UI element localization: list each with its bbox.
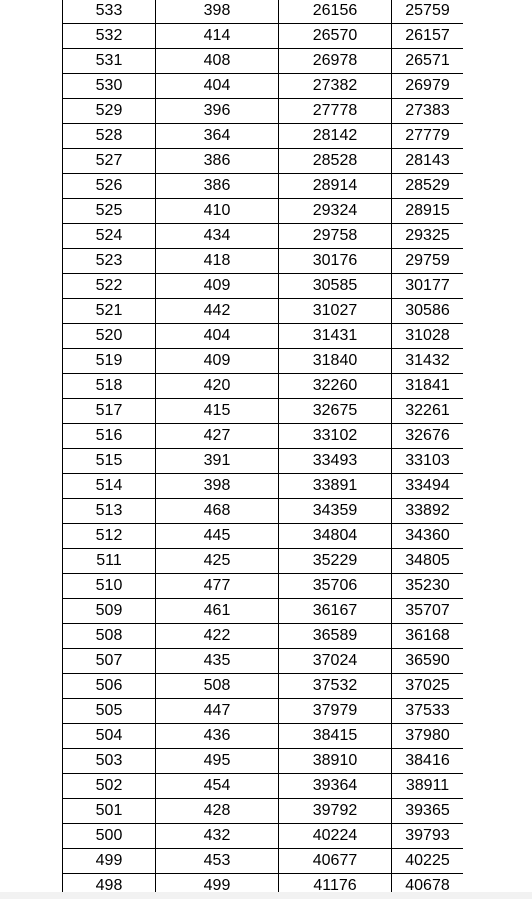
cumulative-cell: 34804 bbox=[279, 524, 392, 549]
rank-start-cell: 28529 bbox=[392, 174, 464, 199]
cumulative-cell: 32675 bbox=[279, 399, 392, 424]
table-row bbox=[63, 524, 464, 549]
rank-start-cell: 36590 bbox=[392, 649, 464, 674]
score-cell: 502 bbox=[63, 774, 156, 799]
cumulative-cell: 35706 bbox=[279, 574, 392, 599]
cumulative-cell: 32260 bbox=[279, 374, 392, 399]
table-row bbox=[63, 449, 464, 474]
cumulative-cell: 31027 bbox=[279, 299, 392, 324]
cumulative-cell: 33891 bbox=[279, 474, 392, 499]
score-cell: 504 bbox=[63, 724, 156, 749]
score-cell: 512 bbox=[63, 524, 156, 549]
cumulative-cell: 33493 bbox=[279, 449, 392, 474]
table-row bbox=[63, 199, 464, 224]
score-table bbox=[62, 0, 463, 892]
count-cell: 422 bbox=[156, 624, 279, 649]
score-cell: 529 bbox=[63, 99, 156, 124]
score-cell: 507 bbox=[63, 649, 156, 674]
cumulative-cell: 26570 bbox=[279, 24, 392, 49]
rank-start-cell: 36168 bbox=[392, 624, 464, 649]
cumulative-cell: 39364 bbox=[279, 774, 392, 799]
rank-start-cell: 35707 bbox=[392, 599, 464, 624]
score-cell: 516 bbox=[63, 424, 156, 449]
count-cell: 454 bbox=[156, 774, 279, 799]
table-row bbox=[63, 474, 464, 499]
score-cell: 498 bbox=[63, 874, 156, 893]
table-row bbox=[63, 424, 464, 449]
table-row bbox=[63, 499, 464, 524]
count-cell: 508 bbox=[156, 674, 279, 699]
score-cell: 509 bbox=[63, 599, 156, 624]
table-row bbox=[63, 749, 464, 774]
count-cell: 425 bbox=[156, 549, 279, 574]
rank-start-cell: 32261 bbox=[392, 399, 464, 424]
table-row bbox=[63, 599, 464, 624]
table-row bbox=[63, 99, 464, 124]
count-cell: 477 bbox=[156, 574, 279, 599]
table-row bbox=[63, 249, 464, 274]
rank-start-cell: 35230 bbox=[392, 574, 464, 599]
cumulative-cell: 37532 bbox=[279, 674, 392, 699]
score-cell: 523 bbox=[63, 249, 156, 274]
score-cell: 515 bbox=[63, 449, 156, 474]
bottom-strip bbox=[0, 892, 532, 899]
score-cell: 518 bbox=[63, 374, 156, 399]
table-row bbox=[63, 574, 464, 599]
rank-start-cell: 28143 bbox=[392, 149, 464, 174]
rank-start-cell: 38416 bbox=[392, 749, 464, 774]
cumulative-cell: 29758 bbox=[279, 224, 392, 249]
rank-start-cell: 40678 bbox=[392, 874, 464, 893]
table-row bbox=[63, 399, 464, 424]
score-cell: 524 bbox=[63, 224, 156, 249]
count-cell: 386 bbox=[156, 174, 279, 199]
score-cell: 499 bbox=[63, 849, 156, 874]
score-cell: 514 bbox=[63, 474, 156, 499]
rank-start-cell: 40225 bbox=[392, 849, 464, 874]
table-row bbox=[63, 174, 464, 199]
rank-start-cell: 32676 bbox=[392, 424, 464, 449]
table-row bbox=[63, 724, 464, 749]
count-cell: 386 bbox=[156, 149, 279, 174]
cumulative-cell: 35229 bbox=[279, 549, 392, 574]
score-cell: 503 bbox=[63, 749, 156, 774]
count-cell: 409 bbox=[156, 349, 279, 374]
rank-start-cell: 38911 bbox=[392, 774, 464, 799]
cumulative-cell: 28528 bbox=[279, 149, 392, 174]
count-cell: 410 bbox=[156, 199, 279, 224]
rank-start-cell: 27779 bbox=[392, 124, 464, 149]
score-cell: 531 bbox=[63, 49, 156, 74]
score-cell: 513 bbox=[63, 499, 156, 524]
score-cell: 501 bbox=[63, 799, 156, 824]
cumulative-cell: 40224 bbox=[279, 824, 392, 849]
rank-start-cell: 33494 bbox=[392, 474, 464, 499]
table-row bbox=[63, 224, 464, 249]
score-cell: 527 bbox=[63, 149, 156, 174]
rank-start-cell: 25759 bbox=[392, 0, 464, 24]
cumulative-cell: 29324 bbox=[279, 199, 392, 224]
count-cell: 447 bbox=[156, 699, 279, 724]
score-cell: 532 bbox=[63, 24, 156, 49]
rank-start-cell: 26979 bbox=[392, 74, 464, 99]
cumulative-cell: 41176 bbox=[279, 874, 392, 893]
cumulative-cell: 26156 bbox=[279, 0, 392, 24]
rank-start-cell: 30177 bbox=[392, 274, 464, 299]
count-cell: 499 bbox=[156, 874, 279, 893]
table-row bbox=[63, 49, 464, 74]
table-row bbox=[63, 74, 464, 99]
rank-start-cell: 28915 bbox=[392, 199, 464, 224]
cumulative-cell: 38415 bbox=[279, 724, 392, 749]
score-table-body bbox=[63, 0, 464, 892]
count-cell: 409 bbox=[156, 274, 279, 299]
count-cell: 445 bbox=[156, 524, 279, 549]
table-row bbox=[63, 774, 464, 799]
count-cell: 436 bbox=[156, 724, 279, 749]
count-cell: 404 bbox=[156, 324, 279, 349]
score-cell: 505 bbox=[63, 699, 156, 724]
score-cell: 500 bbox=[63, 824, 156, 849]
count-cell: 435 bbox=[156, 649, 279, 674]
rank-start-cell: 34805 bbox=[392, 549, 464, 574]
cumulative-cell: 40677 bbox=[279, 849, 392, 874]
table-row bbox=[63, 849, 464, 874]
rank-start-cell: 31432 bbox=[392, 349, 464, 374]
cumulative-cell: 26978 bbox=[279, 49, 392, 74]
score-cell: 520 bbox=[63, 324, 156, 349]
cumulative-cell: 33102 bbox=[279, 424, 392, 449]
rank-start-cell: 33892 bbox=[392, 499, 464, 524]
count-cell: 442 bbox=[156, 299, 279, 324]
cumulative-cell: 38910 bbox=[279, 749, 392, 774]
table-row bbox=[63, 824, 464, 849]
count-cell: 396 bbox=[156, 99, 279, 124]
cumulative-cell: 36167 bbox=[279, 599, 392, 624]
count-cell: 415 bbox=[156, 399, 279, 424]
count-cell: 427 bbox=[156, 424, 279, 449]
cumulative-cell: 28914 bbox=[279, 174, 392, 199]
count-cell: 468 bbox=[156, 499, 279, 524]
cumulative-cell: 31431 bbox=[279, 324, 392, 349]
table-row bbox=[63, 24, 464, 49]
table-row bbox=[63, 149, 464, 174]
rank-start-cell: 33103 bbox=[392, 449, 464, 474]
rank-start-cell: 37025 bbox=[392, 674, 464, 699]
score-cell: 517 bbox=[63, 399, 156, 424]
count-cell: 434 bbox=[156, 224, 279, 249]
table-row bbox=[63, 549, 464, 574]
rank-start-cell: 31841 bbox=[392, 374, 464, 399]
table-row bbox=[63, 649, 464, 674]
count-cell: 391 bbox=[156, 449, 279, 474]
count-cell: 453 bbox=[156, 849, 279, 874]
cumulative-cell: 36589 bbox=[279, 624, 392, 649]
count-cell: 420 bbox=[156, 374, 279, 399]
count-cell: 414 bbox=[156, 24, 279, 49]
count-cell: 495 bbox=[156, 749, 279, 774]
count-cell: 428 bbox=[156, 799, 279, 824]
cumulative-cell: 30176 bbox=[279, 249, 392, 274]
table-row bbox=[63, 274, 464, 299]
rank-start-cell: 37533 bbox=[392, 699, 464, 724]
table-row bbox=[63, 799, 464, 824]
table-row bbox=[63, 124, 464, 149]
score-table-container bbox=[62, 0, 463, 892]
score-cell: 526 bbox=[63, 174, 156, 199]
score-cell: 528 bbox=[63, 124, 156, 149]
count-cell: 404 bbox=[156, 74, 279, 99]
rank-start-cell: 27383 bbox=[392, 99, 464, 124]
score-cell: 521 bbox=[63, 299, 156, 324]
cumulative-cell: 31840 bbox=[279, 349, 392, 374]
cumulative-cell: 37024 bbox=[279, 649, 392, 674]
rank-start-cell: 39365 bbox=[392, 799, 464, 824]
rank-start-cell: 26157 bbox=[392, 24, 464, 49]
rank-start-cell: 39793 bbox=[392, 824, 464, 849]
table-row bbox=[63, 874, 464, 893]
table-row bbox=[63, 299, 464, 324]
score-cell: 511 bbox=[63, 549, 156, 574]
score-cell: 519 bbox=[63, 349, 156, 374]
table-row bbox=[63, 699, 464, 724]
score-cell: 525 bbox=[63, 199, 156, 224]
table-row bbox=[63, 349, 464, 374]
rank-start-cell: 34360 bbox=[392, 524, 464, 549]
table-row bbox=[63, 324, 464, 349]
cumulative-cell: 34359 bbox=[279, 499, 392, 524]
rank-start-cell: 37980 bbox=[392, 724, 464, 749]
rank-start-cell: 26571 bbox=[392, 49, 464, 74]
table-row bbox=[63, 674, 464, 699]
count-cell: 398 bbox=[156, 0, 279, 24]
score-cell: 510 bbox=[63, 574, 156, 599]
score-cell: 530 bbox=[63, 74, 156, 99]
table-row bbox=[63, 624, 464, 649]
rank-start-cell: 29325 bbox=[392, 224, 464, 249]
table-row bbox=[63, 0, 464, 24]
cumulative-cell: 27382 bbox=[279, 74, 392, 99]
count-cell: 398 bbox=[156, 474, 279, 499]
count-cell: 432 bbox=[156, 824, 279, 849]
cumulative-cell: 37979 bbox=[279, 699, 392, 724]
rank-start-cell: 31028 bbox=[392, 324, 464, 349]
count-cell: 408 bbox=[156, 49, 279, 74]
count-cell: 418 bbox=[156, 249, 279, 274]
score-cell: 508 bbox=[63, 624, 156, 649]
score-cell: 533 bbox=[63, 0, 156, 24]
score-cell: 522 bbox=[63, 274, 156, 299]
count-cell: 364 bbox=[156, 124, 279, 149]
rank-start-cell: 29759 bbox=[392, 249, 464, 274]
table-row bbox=[63, 374, 464, 399]
cumulative-cell: 28142 bbox=[279, 124, 392, 149]
rank-start-cell: 30586 bbox=[392, 299, 464, 324]
cumulative-cell: 27778 bbox=[279, 99, 392, 124]
score-cell: 506 bbox=[63, 674, 156, 699]
count-cell: 461 bbox=[156, 599, 279, 624]
cumulative-cell: 30585 bbox=[279, 274, 392, 299]
cumulative-cell: 39792 bbox=[279, 799, 392, 824]
